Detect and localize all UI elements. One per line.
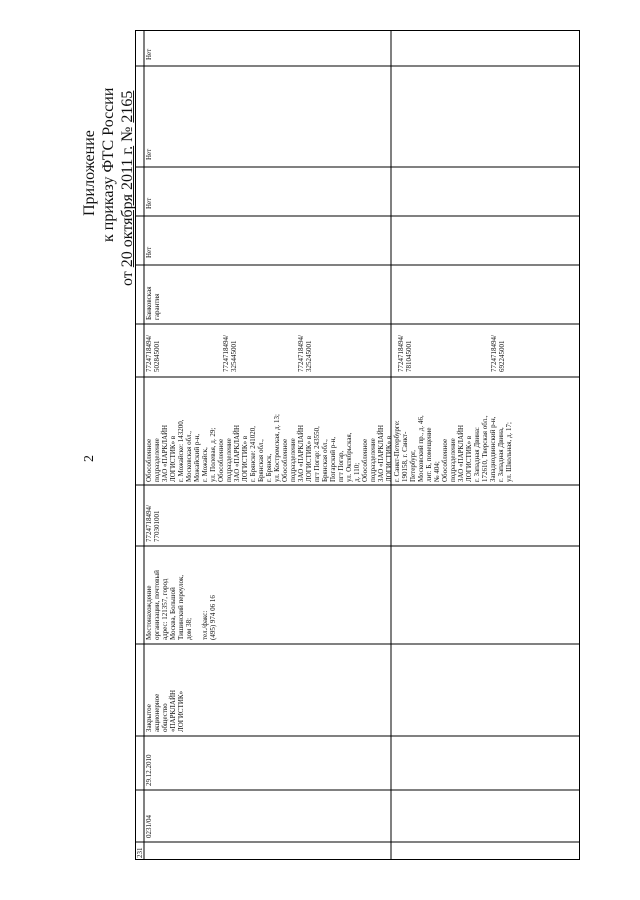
cell-organization: Закрытое акционерное общество «ПАРКЛАЙН ЛОГИСТИК» — [145, 689, 185, 732]
cell-branch-inn-3: 7724718494/ 325245001 — [297, 335, 313, 372]
cell-branches: Обособленное подразделение ЗАО «ПАРКЛАЙН ЛОГИСТИК» в г. Можайске: 143200, Московская обл., Можайский р-н, г. Можайск, ул. Полевая, д. 29; Обособленное подразделение ЗАО «ПАРКЛАЙН ЛОГИСТИК» в г. Брянске: 241020, Брянская обл., г. Брянск, ул. Костромская, д. 13; Обособленное подразделение ЗАО «ПАРКЛАЙН ЛОГИСТИК» в пгт Погар: 243550, Брянская обл., Погарский р-н, пгт Погар, ул. Октябрьская, д. 110; Обособленное подразделение ЗАО «ПАРКЛАЙН ЛОГИСТИК» в г. Санкт-Петербурге: 190158, г. Санкт- Петербург, Московский пр., д. 46, лит. Б, помещение № 404; Обособленное подразделение ЗАО «ПАРКЛАЙН ЛОГИСТИК» в г. Западная Двина: 172610, Тверская обл., Западнодвинский р-н, г. Западная Двина, ул. Школьная, д. 17; — [145, 414, 513, 482]
cell-reg-number: 0231/04 — [145, 815, 153, 838]
registry-table — [135, 30, 580, 860]
page-number: 2 — [82, 455, 97, 462]
appendix-number: 2165 — [119, 90, 136, 123]
cell-branch-inn-4: 7724718494/ 781045001 — [397, 335, 413, 372]
cell-row-number: 231 — [136, 847, 144, 858]
cell-guarantee: Банковская гарантия — [145, 286, 161, 320]
cell-branch-inn-5: 7724718494/ 692245001 — [490, 335, 506, 372]
appendix-order: к приказу ФТС России — [100, 87, 117, 242]
cell-net-4: Нет — [145, 48, 153, 60]
cell-address: Местонахождение организации, почтовый адрес: 121357, город Москва, Большой Тишинский переулок, дом 38; тел./факс: (495) 974 06 16 — [145, 570, 217, 640]
cell-net-2: Нет — [145, 197, 153, 209]
cell-branch-inn-1: 7724718494/ 502845001 — [145, 335, 161, 372]
cell-net-1: Нет — [145, 246, 153, 258]
cell-inn-kpp: 7724718494/ 770301001 — [145, 505, 161, 542]
appendix-date: 20 октября 2011 г. — [119, 145, 136, 268]
appendix-date-prefix: от — [119, 271, 136, 286]
appendix-number-sign: № — [119, 126, 136, 142]
cell-net-3: Нет — [145, 148, 153, 160]
cell-date: 29.12.2010 — [145, 754, 153, 786]
appendix-header — [80, 88, 137, 286]
appendix-title: Приложение — [81, 130, 98, 216]
cell-branch-inn-2: 7724718494/ 325445001 — [222, 335, 238, 372]
